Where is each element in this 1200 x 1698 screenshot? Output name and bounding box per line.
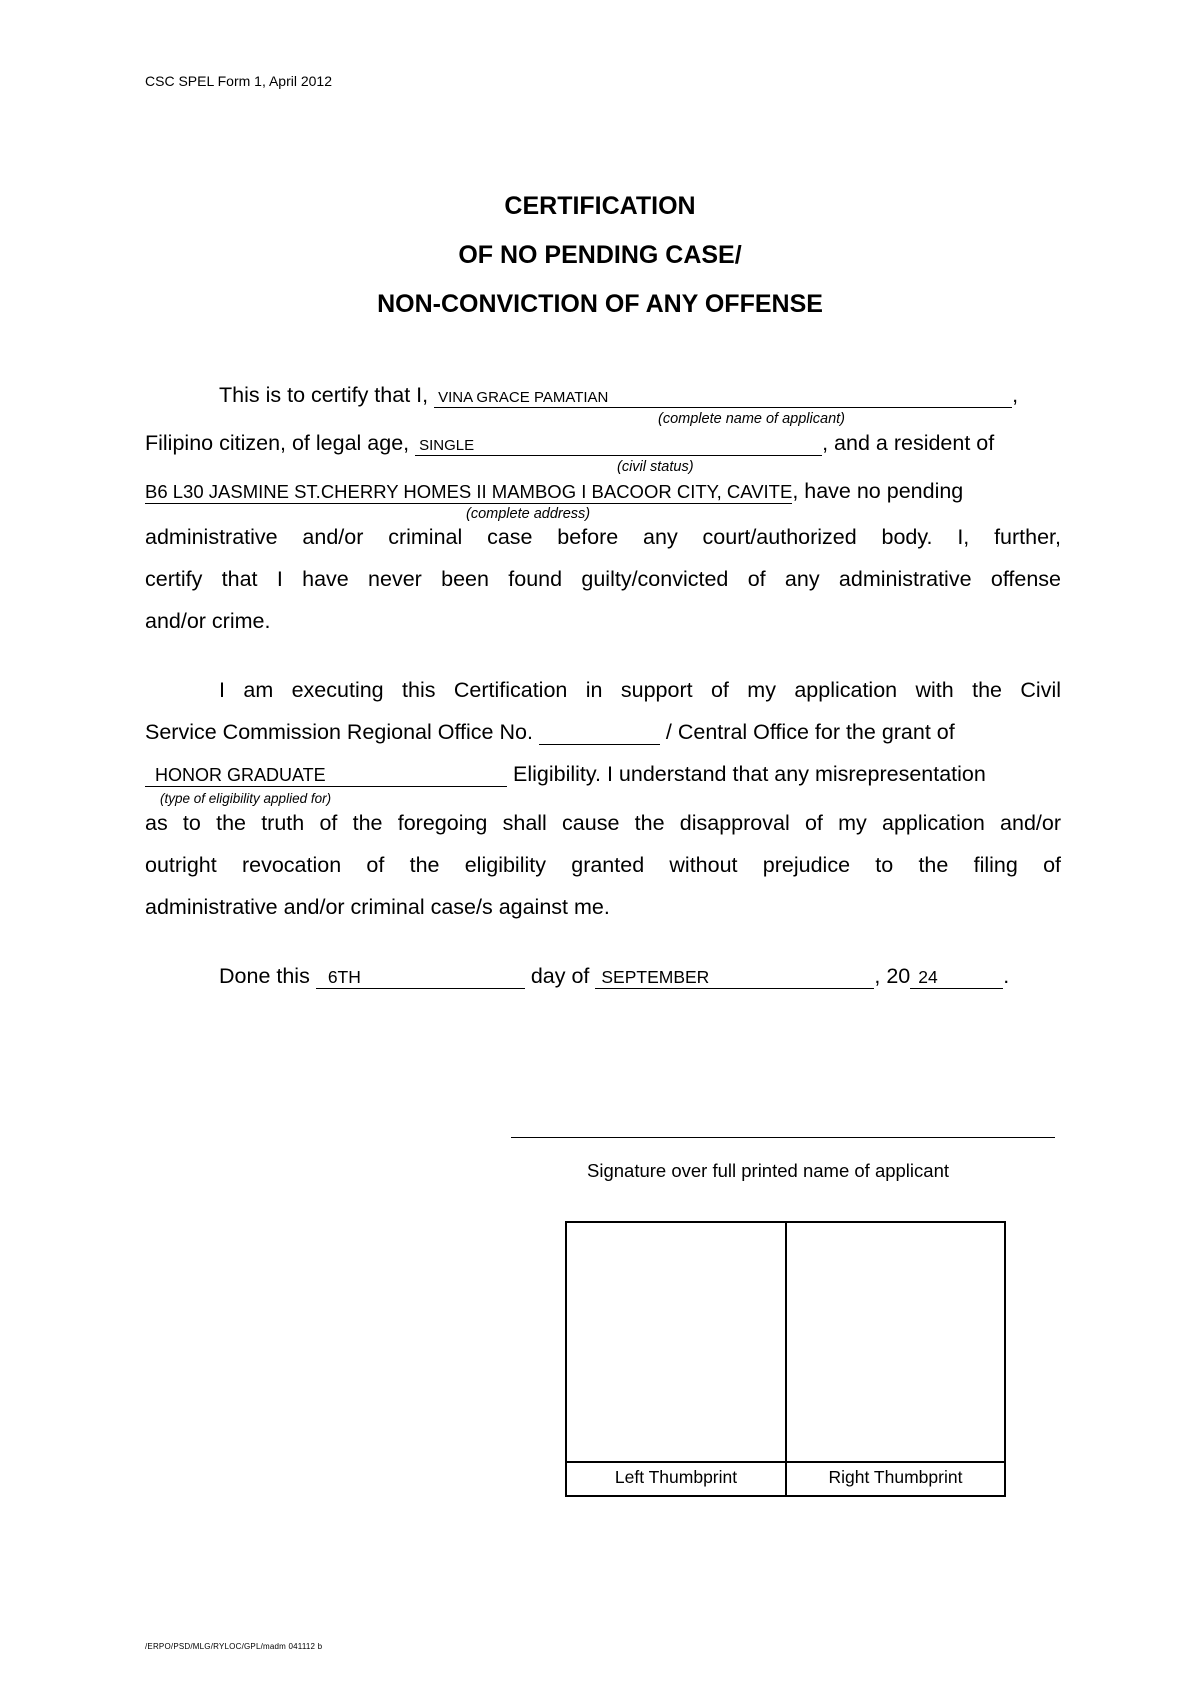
citizen-line [145, 431, 994, 456]
para2-line4: as to the truth of the foregoing shall cause the disapproval of my application and/or [145, 811, 1061, 835]
address-caption: (complete address) [466, 506, 591, 522]
month-value: SEPTEMBER [601, 967, 710, 987]
regional-office-text: Service Commission Regional Office No. [145, 720, 533, 744]
footer-code: /ERPO/PSD/MLG/RYLOC/GPL/madm 041112 b [145, 1642, 323, 1651]
para1-line5: certify that I have never been found guilty/convicted of any administrative offense [145, 567, 1061, 591]
right-thumbprint-label: Right Thumbprint [828, 1467, 963, 1487]
year-field[interactable] [910, 965, 1003, 989]
applicant-name-caption: (complete name of applicant) [658, 411, 845, 427]
central-office-text: / Central Office for the grant of [665, 720, 955, 744]
para2-line5: outright revocation of the eligibility granted without prejudice to the filing of [145, 853, 1061, 877]
done-line [219, 964, 1009, 989]
thumbprint-box [565, 1221, 1006, 1497]
signature-line[interactable] [511, 1137, 1055, 1138]
day-value: 6TH [327, 967, 361, 987]
address-line [145, 479, 963, 504]
regional-office-value [539, 726, 543, 743]
left-thumbprint-label: Left Thumbprint [614, 1467, 738, 1487]
para2-line2 [145, 720, 955, 745]
done-period: . [1003, 964, 1010, 988]
year-value: 24 [918, 967, 938, 987]
month-field[interactable] [595, 965, 874, 989]
eligibility-caption: (type of eligibility applied for) [160, 791, 332, 806]
certify-comma: , [1012, 383, 1019, 407]
year-prefix: , 20 [874, 964, 911, 988]
document-title-line3: NON-CONVICTION OF ANY OFFENSE [377, 290, 823, 318]
para1-line4: administrative and/or criminal case before any court/authorized body. I, further, [145, 525, 1061, 549]
thumbprint-vertical-divider [785, 1223, 787, 1495]
para2-line3 [145, 762, 986, 787]
certify-lead: This is to certify that I, [219, 383, 429, 407]
day-of-text: day of [530, 964, 590, 988]
address-field[interactable] [145, 480, 792, 504]
citizen-text: Filipino citizen, of legal age, [145, 431, 410, 455]
applicant-name-value: VINA GRACE PAMATIAN [438, 389, 609, 406]
civil-status-field[interactable] [415, 432, 822, 456]
day-field[interactable] [316, 965, 525, 989]
regional-office-field[interactable] [539, 721, 660, 745]
eligibility-type-value: HONOR GRADUATE [155, 765, 326, 785]
para2-line6: administrative and/or criminal case/s against me. [145, 895, 610, 919]
document-title-line1: CERTIFICATION [504, 192, 696, 220]
eligibility-text: Eligibility. I understand that any misrepresentation [512, 762, 986, 786]
applicant-name-field[interactable] [434, 384, 1012, 408]
address-value: B6 L30 JASMINE ST.CHERRY HOMES II MAMBOG I BACOOR CITY, CAVITE [145, 481, 793, 502]
signature-caption: Signature over full printed name of applicant [587, 1160, 949, 1181]
document-title-line2: OF NO PENDING CASE/ [458, 241, 742, 269]
civil-status-value: SINGLE [419, 437, 475, 454]
eligibility-type-field[interactable] [145, 763, 507, 787]
done-lead: Done this [219, 964, 310, 988]
certify-line [219, 383, 1018, 408]
thumbprint-horizontal-divider [567, 1461, 1004, 1463]
form-identifier: CSC SPEL Form 1, April 2012 [145, 73, 333, 89]
para2-line1: I am executing this Certification in support of my application with the Civil [219, 678, 1061, 702]
civil-status-caption: (civil status) [617, 459, 694, 475]
para1-line6: and/or crime. [145, 609, 271, 633]
resident-text: , and a resident of [822, 431, 995, 455]
after-address-text: , have no pending [792, 479, 964, 503]
